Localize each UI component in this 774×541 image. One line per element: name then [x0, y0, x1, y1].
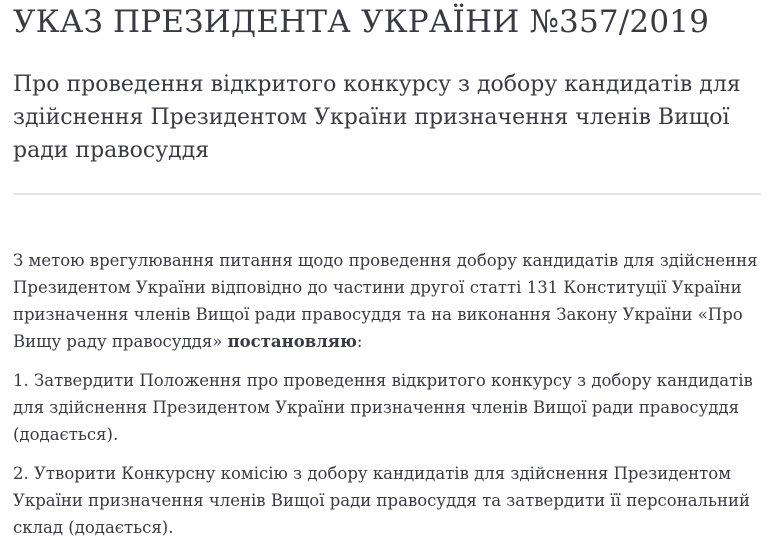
preamble-colon: :	[356, 332, 363, 351]
resolve-word-bold: постановляю	[227, 332, 357, 351]
decree-document	[13, 2, 761, 541]
preamble-paragraph	[13, 247, 761, 355]
decree-item-1: 1. Затвердити Положення про проведення відкритого конкурсу з добору кандидатів для здійснення Президентом України призначення членів Вищої ради правосуддя (додається).	[13, 371, 753, 444]
content-divider	[13, 193, 761, 195]
decree-item-2: 2. Утворити Конкурсну комісію з добору кандидатів для здійснення Президентом України призначення членів Вищої ради правосуддя та затвердити її персональний склад (додається).	[13, 464, 750, 537]
decree-subtitle: Про проведення відкритого конкурсу з добору кандидатів для здійснення Президентом України призначення членів Вищої ради правосуддя	[13, 72, 741, 163]
decree-title: УКАЗ ПРЕЗИДЕНТА УКРАЇНИ №357/2019	[13, 4, 710, 40]
preamble-text: З метою врегулювання питання щодо проведення добору кандидатів для здійснення Президентом України відповідно до частини другої статті 131 Конституції України призначення членів Вищої ради правосуддя та на виконання Закону України «Про Вищу раду правосуддя»	[13, 251, 758, 351]
